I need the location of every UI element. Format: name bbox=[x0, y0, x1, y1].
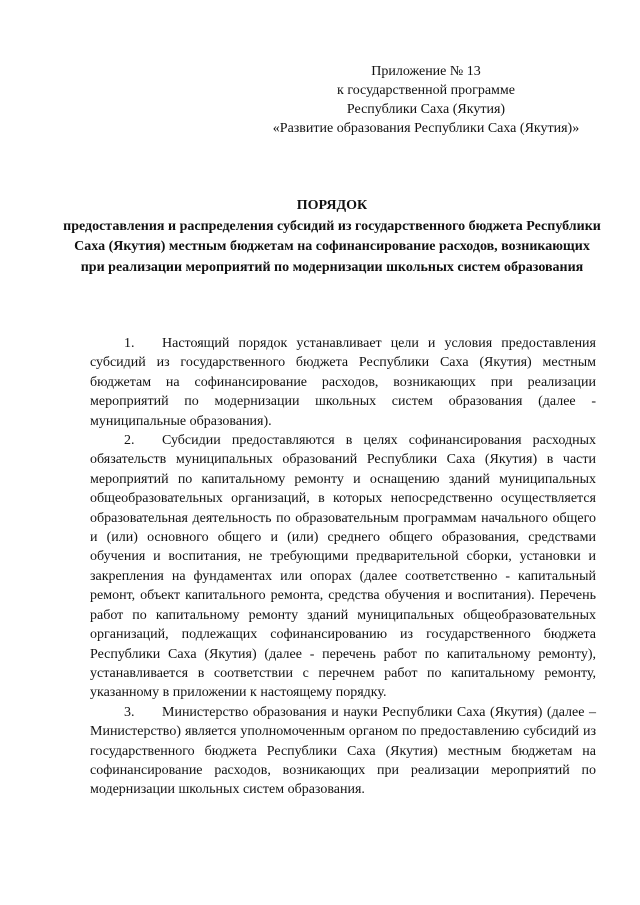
appendix-line-4: «Развитие образования Республики Саха (Якутия)» bbox=[272, 121, 580, 136]
appendix-header bbox=[256, 62, 596, 138]
paragraph-number: 3. bbox=[124, 704, 135, 720]
appendix-line-3: Республики Саха (Якутия) bbox=[346, 102, 506, 117]
paragraph-text: Субсидии предоставляются в целях софинансирования расходных обязательств муниципальных образований Республики Саха (Якутия) в части мероприятий по капитальному ремонту и оснащению зданий муниципальных общеобразовательных организаций, в которых непосредственно осуществляется образовательная деятельность по образовательным программам начального общего и (или) основного общего и (или) среднего общего образования, средствами обучения и воспитания, не требующими предварительной сборки, установки и закрепления на фундаментах или опорах (далее соответственно - капитальный ремонт, объект капитального ремонта, средства обучения и воспитания). Перечень работ по капитальному ремонту зданий муниципальных общеобразовательных организаций, подлежащих софинансированию из государственного бюджета Республики Саха (Якутия) (далее - перечень работ по капитальному ремонту), устанавливается в соответствии с перечнем работ по капитальному ремонту, указанному в приложении к настоящему порядку. bbox=[90, 433, 596, 701]
paragraph-number: 1. bbox=[124, 336, 135, 351]
paragraph-text: Настоящий порядок устанавливает цели и условия предоставления субсидий из государственного бюджета Республики Саха (Якутия) местным бюджетам на софинансирование расходов, возникающих при реализации мероприятий по модернизации школьных систем образования (далее - муниципальные образования). bbox=[90, 336, 596, 429]
appendix-line-1: Приложение № 13 bbox=[371, 64, 481, 79]
document-title bbox=[62, 196, 602, 278]
paragraph-3 bbox=[90, 703, 596, 800]
document-body bbox=[90, 334, 596, 800]
appendix-line-2: к государственной программе bbox=[337, 83, 515, 98]
paragraph-2 bbox=[90, 431, 596, 703]
title-subtitle: предоставления и распределения субсидий из государственного бюджета Республики Саха (Якутия) местным бюджетам на софинансирование расходов, возникающих при реализации мероприятий по модернизации школьных систем образования bbox=[63, 218, 601, 275]
title-heading: ПОРЯДОК bbox=[296, 198, 368, 213]
paragraph-1 bbox=[90, 334, 596, 431]
paragraph-number: 2. bbox=[124, 433, 135, 449]
paragraph-text: Министерство образования и науки Республики Саха (Якутия) (далее – Министерство) является уполномоченным органом по предоставлению субсидий из государственного бюджета Республики Саха (Якутия) местным бюджетам на софинансирование расходов, возникающих при реализации мероприятий по модернизации школьных систем образования. bbox=[90, 704, 596, 798]
